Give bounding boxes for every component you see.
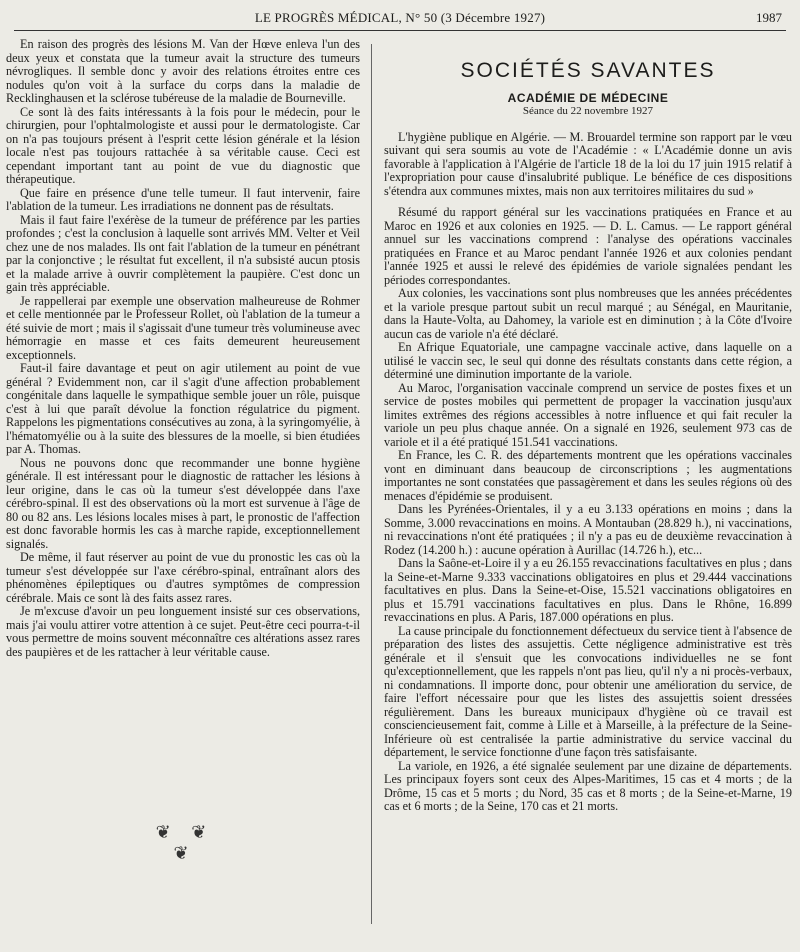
paragraph: En Afrique Equatoriale, une campagne vaccinale active, dans laquelle on a utilisé le vaccin sec, le seul qui donne des résultats constants dans cette région, a déterminé une diminution importante de la variole. <box>384 340 792 381</box>
left-column <box>6 38 360 659</box>
paragraph: De même, il faut réserver au point de vue du pronostic les cas où la tumeur s'est développée sur l'axe cérébro-spinal, entraînant alors des phénomènes épileptiques ou d'autres symptômes de compression cérébrale. Mais ce sont là des faits assez rares. <box>6 550 360 605</box>
column-divider <box>371 44 372 924</box>
paragraph: Au Maroc, l'organisation vaccinale comprend un service de postes fixes et un service de postes mobiles qui permettent de propager la vaccination jusqu'aux limites extrêmes des régions accessibles à notre influence et qui fait reculer la variole un peu plus chaque année. On a signalé en 1926, seulement 973 cas de variole et il a été pratiqué 151.541 vaccinations. <box>384 380 792 449</box>
session-date: Séance du 22 novembre 1927 <box>522 105 654 117</box>
paragraph: Je m'excuse d'avoir un peu longuement insisté sur ces observations, mais j'ai voulu attirer votre attention à ce sujet. Peut-être ceci pourra-t-il vous permettre de moins souvent méconnaître ces altérations assez rares des paupières et de les rattacher à leur véritable cause. <box>6 604 360 659</box>
paragraph: Je rappellerai par exemple une observation malheureuse de Rohmer et celle mentionnée par le Professeur Rollet, où l'ablation de la tumeur a été suivie de mort ; mais il s'agissait d'une tumeur très volumineuse avec hémorragie en masse et ces faits demeurent heureusement exceptionnels. <box>6 293 360 362</box>
paragraph: Dans la Saône-et-Loire il y a eu 26.155 revaccinations facultatives en plus ; dans la Seine-et-Marne 9.333 vaccinations obligatoires en plus et 29.444 vaccinations facultatives en plus. Dans la Seine-et-Oise, 15.521 vaccinations obligatoires en plus et 15.791 vaccinations facultatives en plus. Dans le Rhône, 16.899 revaccinations en plus. A Paris, 187.000 opérations en plus. <box>384 556 792 624</box>
paragraph: Résumé du rapport général sur les vaccinations pratiquées en France et au Maroc en 1926 et aux colonies en 1925. — D. L. Camus. — Le rapport général annuel sur les vaccinations comprend : l'analyse des opérations vaccinales pratiquées en France et au Maroc pendant l'année 1926 et aux colonies pendant l'année 1925 et aussi le relevé des épidémies de variole signalées pendant les périodes correspondantes. <box>384 205 792 287</box>
paragraph: La variole, en 1926, a été signalée seulement par une dizaine de départements. Les principaux foyers sont ceux des Alpes-Maritimes, 15 cas et 4 morts ; de la Drôme, 15 cas et 5 morts ; du Nord, 35 cas et 8 morts ; de la Seine-et-Marne, 19 cas et 6 morts ; de la Seine, 170 cas et 21 morts. <box>384 758 792 813</box>
page-number: 1987 <box>756 10 782 25</box>
paragraph: Mais il faut faire l'exérèse de la tumeur de préférence par les parties profondes ; c'est la conclusion à laquelle sont arrivés MM. Velter et Veil chez une de nos malades. Ils ont fait l'ablation de la tumeur en pénétrant par la conjonctive ; le résultat fut excellent, il n'a subsisté aucun ptosis et la malade arrive à ouvrir complètement la paupière. C'est donc un gain très appréciable. <box>6 212 360 294</box>
paragraph: La cause principale du fonctionnement défectueux du service tient à l'absence de préparation des listes des assujettis. Cette négligence administrative est très générale et il s'ensuit que les convocations individuelles ne se font qu'exceptionnellement, que les rappels n'ont pas lieu, qu'il n'y a ni procès-verbaux, ni condamnations. Il importe donc, pour obtenir une amélioration du service, de faire l'effort nécessaire pour que les listes des assujettis soient dressées régulièrement. Dans les bureaux municipaux d'hygiène où ce travail est consciencieusement fait, comme à Lille et à Marseille, à la préfecture de la Seine-Inférieure où est centralisée la partie administrative du service vaccinal du département, le service fonctionne d'une façon très satisfaisante. <box>384 623 792 759</box>
paragraph: Nous ne pouvons donc que recommander une bonne hygiène générale. Il est intéressant pour le diagnostic de rattacher les lésions à leur origine, dans le cas où la tumeur s'est développée dans l'axe cérébro-spinal. Il est des observations où la mort est survenue à l'âge de 80 ou 82 ans. Les lésions locales mises à part, le pronostic de l'affection est donc favorable hormis les cas à marche rapide, exceptionnellement signalés. <box>6 455 360 551</box>
paragraph: Aux colonies, les vaccinations sont plus nombreuses que les années précédentes et la variole presque partout subit un recul marqué ; au Sénégal, en Mauritanie, dans la Haute-Volta, au Dahomey, la variole est en diminution ; à la Côte d'Ivoire aucun cas de variole n'a été déclaré. <box>384 286 792 341</box>
paragraph: L'hygiène publique en Algérie. — M. Brouardel termine son rapport par le vœu suivant qui sera soumis au vote de l'Académie : « L'Académie donne un avis favorable à l'application à l'Algérie de l'article 18 de la loi du 17 juin 1915 relatif à l'expropriation pour cause d'insalubrité publique. Le bénéfice de ces dispositions s'étendra aux communes mixtes, mais non aux territoires militaires du sud » <box>384 129 792 198</box>
fleuron-ornament: ❦ ❦ ❦ <box>155 822 215 863</box>
paragraph: En France, les C. R. des départements montrent que les opérations vaccinales vont en diminuant dans beaucoup de circonscriptions ; les augmentations importantes ne sont constatées que passagèrement et dans les seules régions où des menaces d'épidémie se produisent. <box>384 448 792 503</box>
paragraph: Dans les Pyrénées-Orientales, il y a eu 3.133 opérations en moins ; dans la Somme, 3.000 revaccinations en moins. A Montauban (28.829 h.), ni vaccinations, ni revaccinations n'ont été pratiquées ; il n'y a pas eu de deuxième revaccination à Rodez (14.200 h.) : aucune opération à Aurillac (14.726 h.), etc... <box>384 502 792 557</box>
paragraph: Que faire en présence d'une telle tumeur. Il faut intervenir, faire l'ablation de la tumeur. Les irradiations ne donnent pas de résultats. <box>6 185 360 213</box>
academy-title: ACADÉMIE DE MÉDECINE <box>507 90 669 105</box>
paragraph: En raison des progrès des lésions M. Van der Hœve enleva l'un des deux yeux et constata que la tumeur avait la structure des tumeurs névrogliques. Il semble donc y avoir des relations étroites entre ces nodules qu'on voit à la surface du corps dans la maladie de Recklinghausen et la sclérose tubéreuse de la maladie de Bourneville. <box>6 37 360 105</box>
right-column <box>384 58 792 814</box>
paragraph: Faut-il faire davantage et peut on agir utilement au point de vue général ? Evidemment non, car il s'agit d'une affection probablement congénitale dans laquelle le sympathique semble jouer un rôle, puisque c'est à lui que paraît dévolue la fonction régulatrice du pigment. Rappelons les pigmentations consécutives au zona, à la syringomyélie, à l'hématomyélie ou à la suite des blessures de la moelle, si bien étudiées par A. Thomas. <box>6 361 360 456</box>
paragraph: Ce sont là des faits intéressants à la fois pour le médecin, pour le chirurgien, pour l'ophtalmologiste et aussi pour le dermatologiste. Car on n'a pas toujours présent à l'esprit cette lésion générale et la lésion locale n'est pas toujours rattachée à sa véritable cause. Ceci est cependant important tant au point de vue du diagnostic que thérapeutique. <box>6 104 360 186</box>
section-title: SOCIÉTÉS SAVANTES <box>460 59 716 82</box>
running-head <box>14 8 786 31</box>
journal-header: LE PROGRÈS MÉDICAL, N° 50 (3 Décembre 1927) <box>254 10 546 25</box>
